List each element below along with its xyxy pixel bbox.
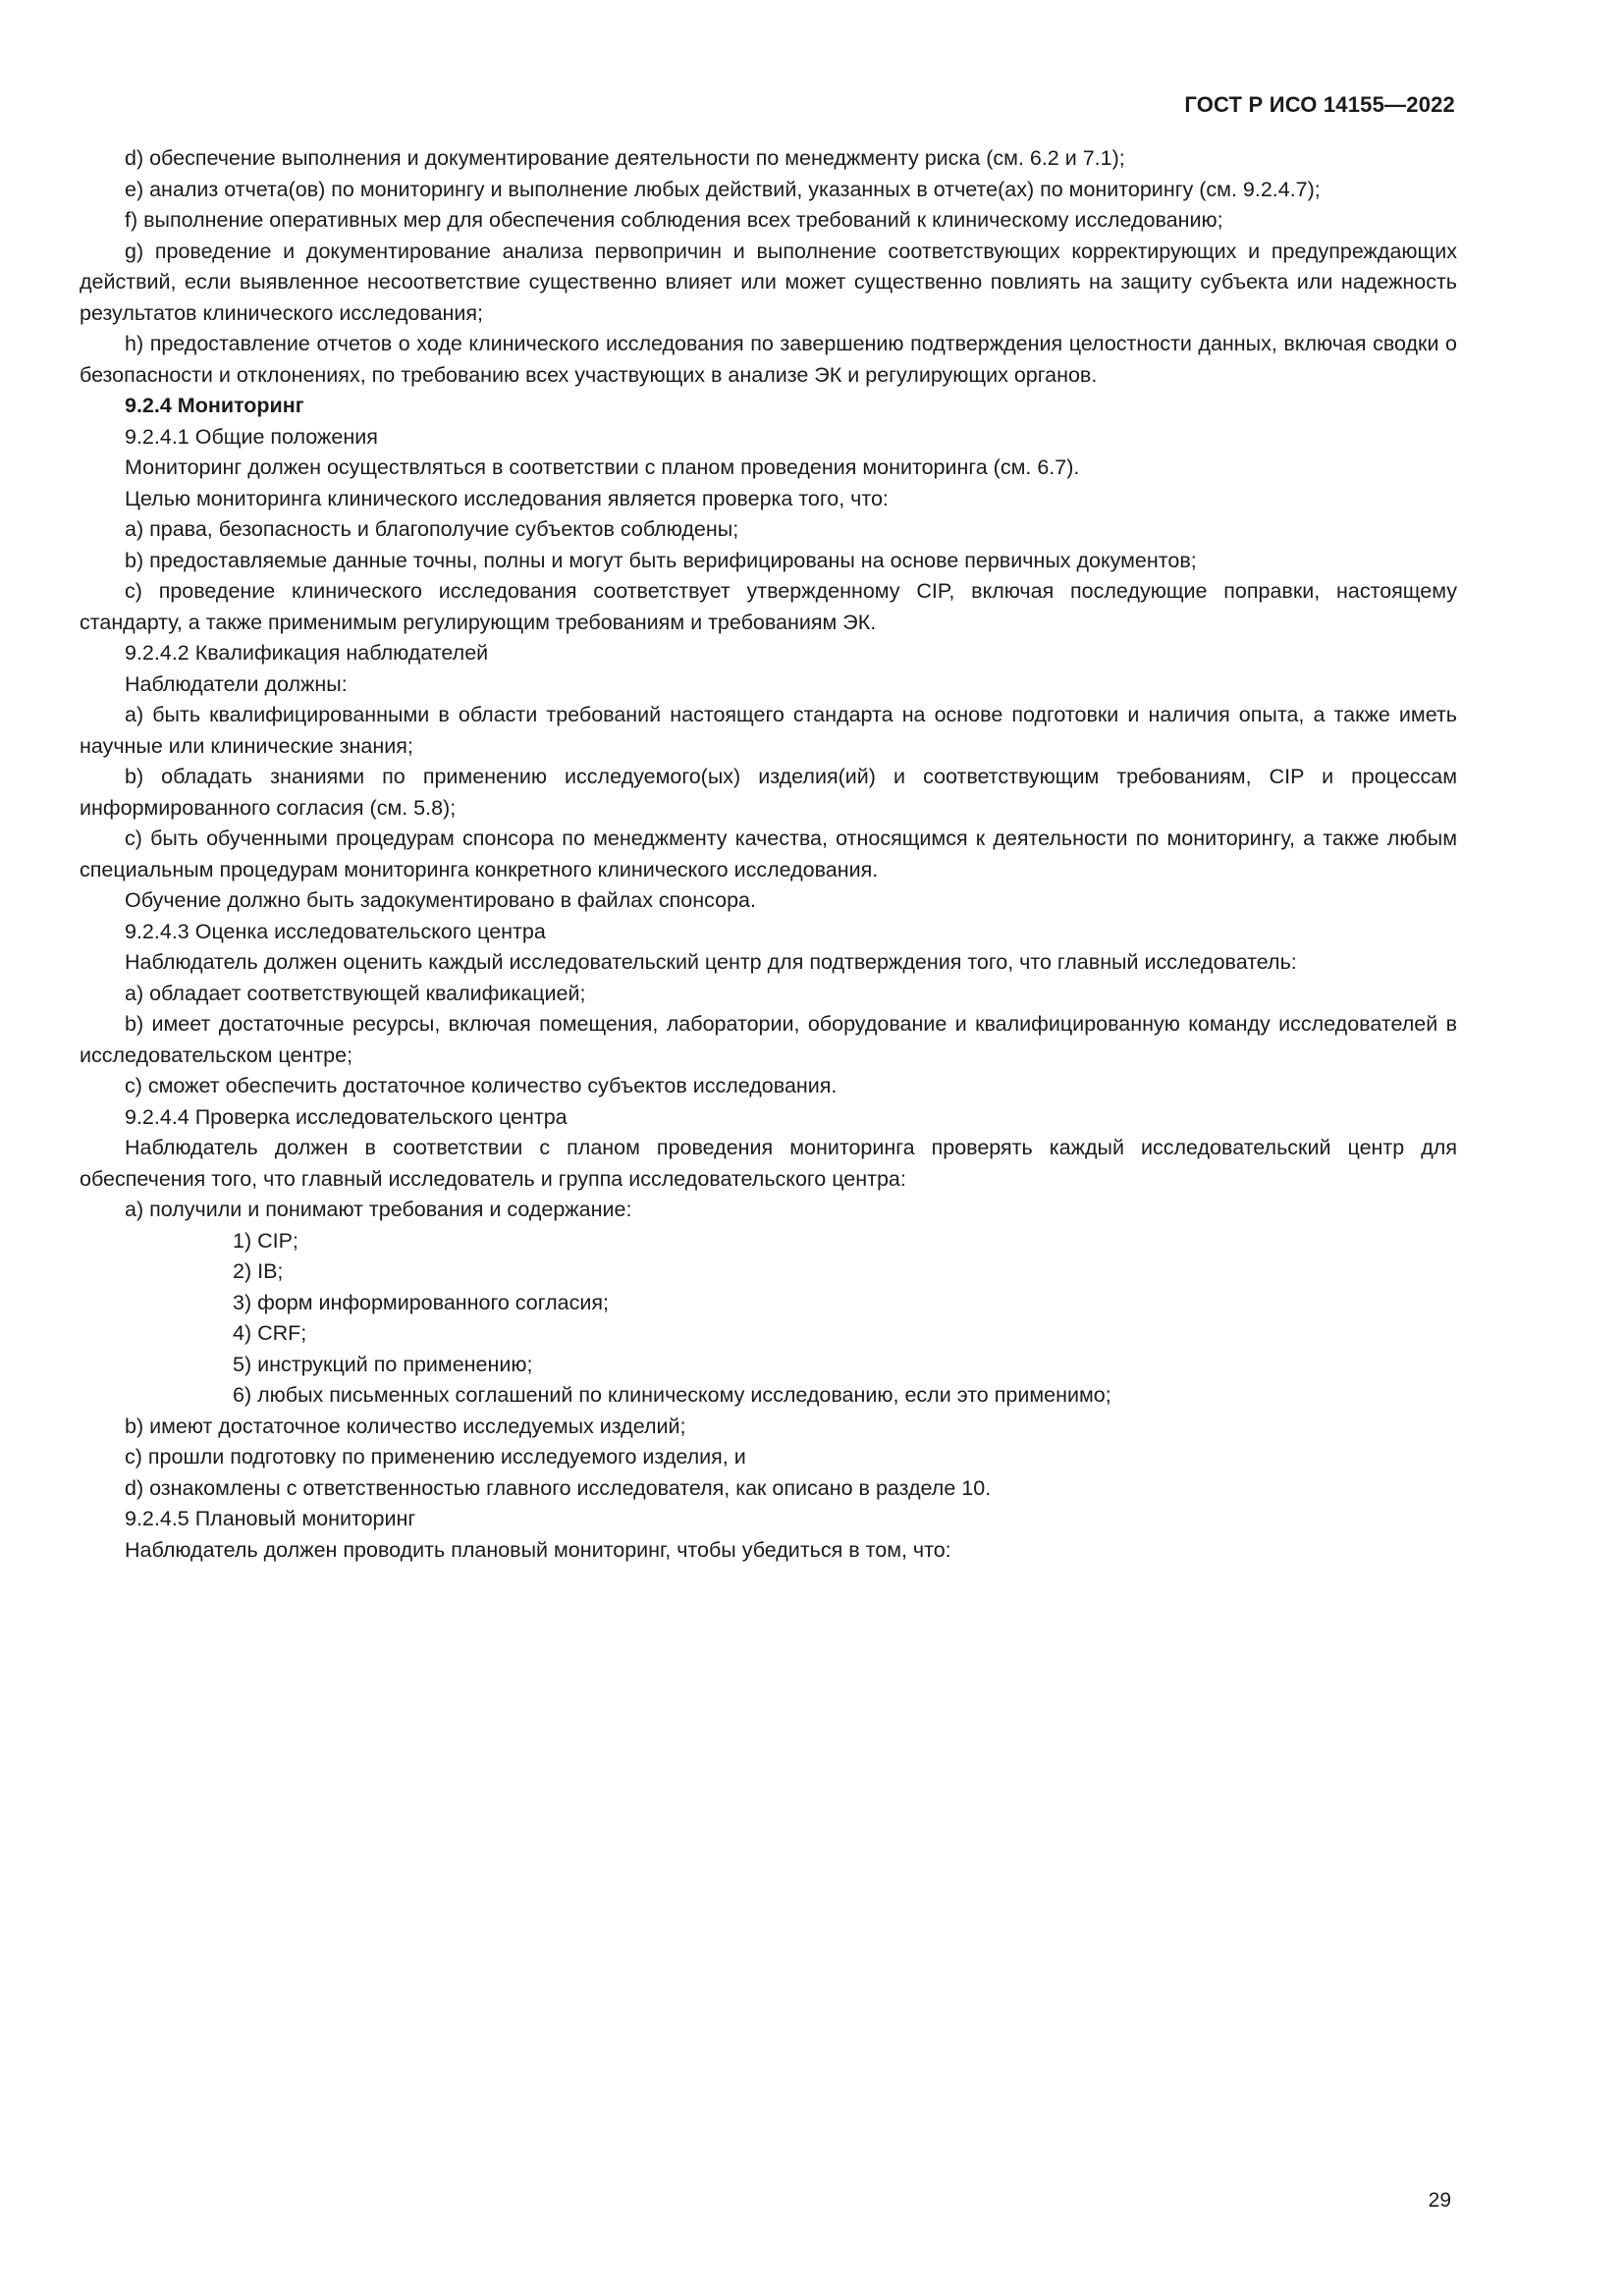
- paragraph: h) предоставление отчетов о ходе клинического исследования по завершению подтверждения целостности данных, включая сводки о безопасности и отклонениях, по требованию всех участвующих в анализе ЭК и регулирующих органов.: [80, 332, 1457, 387]
- paragraph: a) права, безопасность и благополучие субъектов соблюдены;: [125, 517, 739, 541]
- document-body: [80, 143, 1457, 1566]
- paragraph: e) анализ отчета(ов) по мониторингу и выполнение любых действий, указанных в отчете(ах) по мониторингу (см. 9.2.4.7);: [125, 177, 1321, 201]
- paragraph: g) проведение и документирование анализа первопричин и выполнение соответствующих корректирующих и предупреждающих действий, если выявленное несоответствие существенно влияет или может существенно повлиять на защиту субъекта или надежность результатов клинического исследования;: [80, 239, 1457, 325]
- paragraph: c) проведение клинического исследования соответствует утвержденному CIP, включая последующие поправки, настоящему стандарту, а также применимым регулирующим требованиям и требованиям ЭК.: [80, 579, 1457, 634]
- paragraph: 9.2.4.1 Общие положения: [125, 424, 378, 449]
- sub-list-item: 3) форм информированного согласия;: [233, 1290, 609, 1314]
- paragraph: 9.2.4.5 Плановый мониторинг: [125, 1507, 416, 1530]
- paragraph: f) выполнение оперативных мер для обеспечения соблюдения всех требований к клиническому исследованию;: [125, 208, 1223, 232]
- paragraph: Наблюдатель должен оценить каждый исследовательский центр для подтверждения того, что главный исследователь:: [125, 950, 1297, 974]
- paragraph: a) получили и понимают требования и содержание:: [125, 1198, 632, 1221]
- paragraph: a) быть квалифицированными в области требований настоящего стандарта на основе подготовки и наличия опыта, а также иметь научные или клинические знания;: [80, 703, 1457, 758]
- paragraph: 9.2.4.3 Оценка исследовательского центра: [125, 919, 546, 943]
- paragraph: Обучение должно быть задокументировано в файлах спонсора.: [125, 888, 756, 912]
- sub-list-item: 6) любых письменных соглашений по клиническому исследованию, если это применимо;: [233, 1383, 1111, 1407]
- paragraph: c) прошли подготовку по применению исследуемого изделия, и: [125, 1445, 746, 1468]
- paragraph: Целью мониторинга клинического исследования является проверка того, что:: [125, 486, 889, 510]
- paragraph: b) имеет достаточные ресурсы, включая помещения, лаборатории, оборудование и квалифицированную команду исследователей в исследовательском центре;: [80, 1012, 1457, 1067]
- paragraph: c) быть обученными процедурам спонсора по менеджменту качества, относящимся к деятельности по мониторингу, а также любым специальным процедурам мониторинга конкретного клинического исследования.: [80, 827, 1457, 881]
- paragraph: b) предоставляемые данные точны, полны и могут быть верифицированы на основе первичных документов;: [125, 548, 1197, 572]
- paragraph: a) обладает соответствующей квалификацией;: [125, 981, 586, 1005]
- sub-list-item: 2) IB;: [233, 1259, 284, 1283]
- paragraph: Наблюдатель должен в соответствии с планом проведения мониторинга проверять каждый исследовательский центр для обеспечения того, что главный исследователь и группа исследовательского центра:: [80, 1136, 1457, 1191]
- paragraph: Наблюдатель должен проводить плановый мониторинг, чтобы убедиться в том, что:: [125, 1537, 951, 1562]
- sub-list-item: 5) инструкций по применению;: [233, 1352, 533, 1376]
- paragraph: d) ознакомлены с ответственностью главного исследователя, как описано в разделе 10.: [125, 1475, 992, 1500]
- paragraph: 9.2.4.4 Проверка исследовательского центра: [125, 1104, 568, 1129]
- paragraph: Наблюдатели должны:: [125, 671, 348, 696]
- paragraph: b) обладать знаниями по применению исследуемого(ых) изделия(ий) и соответствующим требованиям, CIP и процессам информированного согласия (см. 5.8);: [80, 765, 1457, 820]
- sub-list-item: 4) CRF;: [233, 1321, 307, 1345]
- paragraph: c) сможет обеспечить достаточное количество субъектов исследования.: [125, 1074, 838, 1097]
- paragraph: d) обеспечение выполнения и документирование деятельности по менеджменту риска (см. 6.2 и 7.1);: [125, 146, 1125, 170]
- paragraph: Мониторинг должен осуществляться в соответствии с планом проведения мониторинга (см. 6.7).: [125, 455, 1080, 479]
- document-header-title: ГОСТ Р ИСО 14155—2022: [1184, 92, 1455, 117]
- sub-list-item: 1) CIP;: [233, 1228, 298, 1253]
- page-number: 29: [1428, 2189, 1451, 2212]
- paragraph: b) имеют достаточное количество исследуемых изделий;: [125, 1414, 686, 1438]
- paragraph: 9.2.4.2 Квалификация наблюдателей: [125, 641, 489, 665]
- section-heading: 9.2.4 Мониторинг: [125, 394, 304, 417]
